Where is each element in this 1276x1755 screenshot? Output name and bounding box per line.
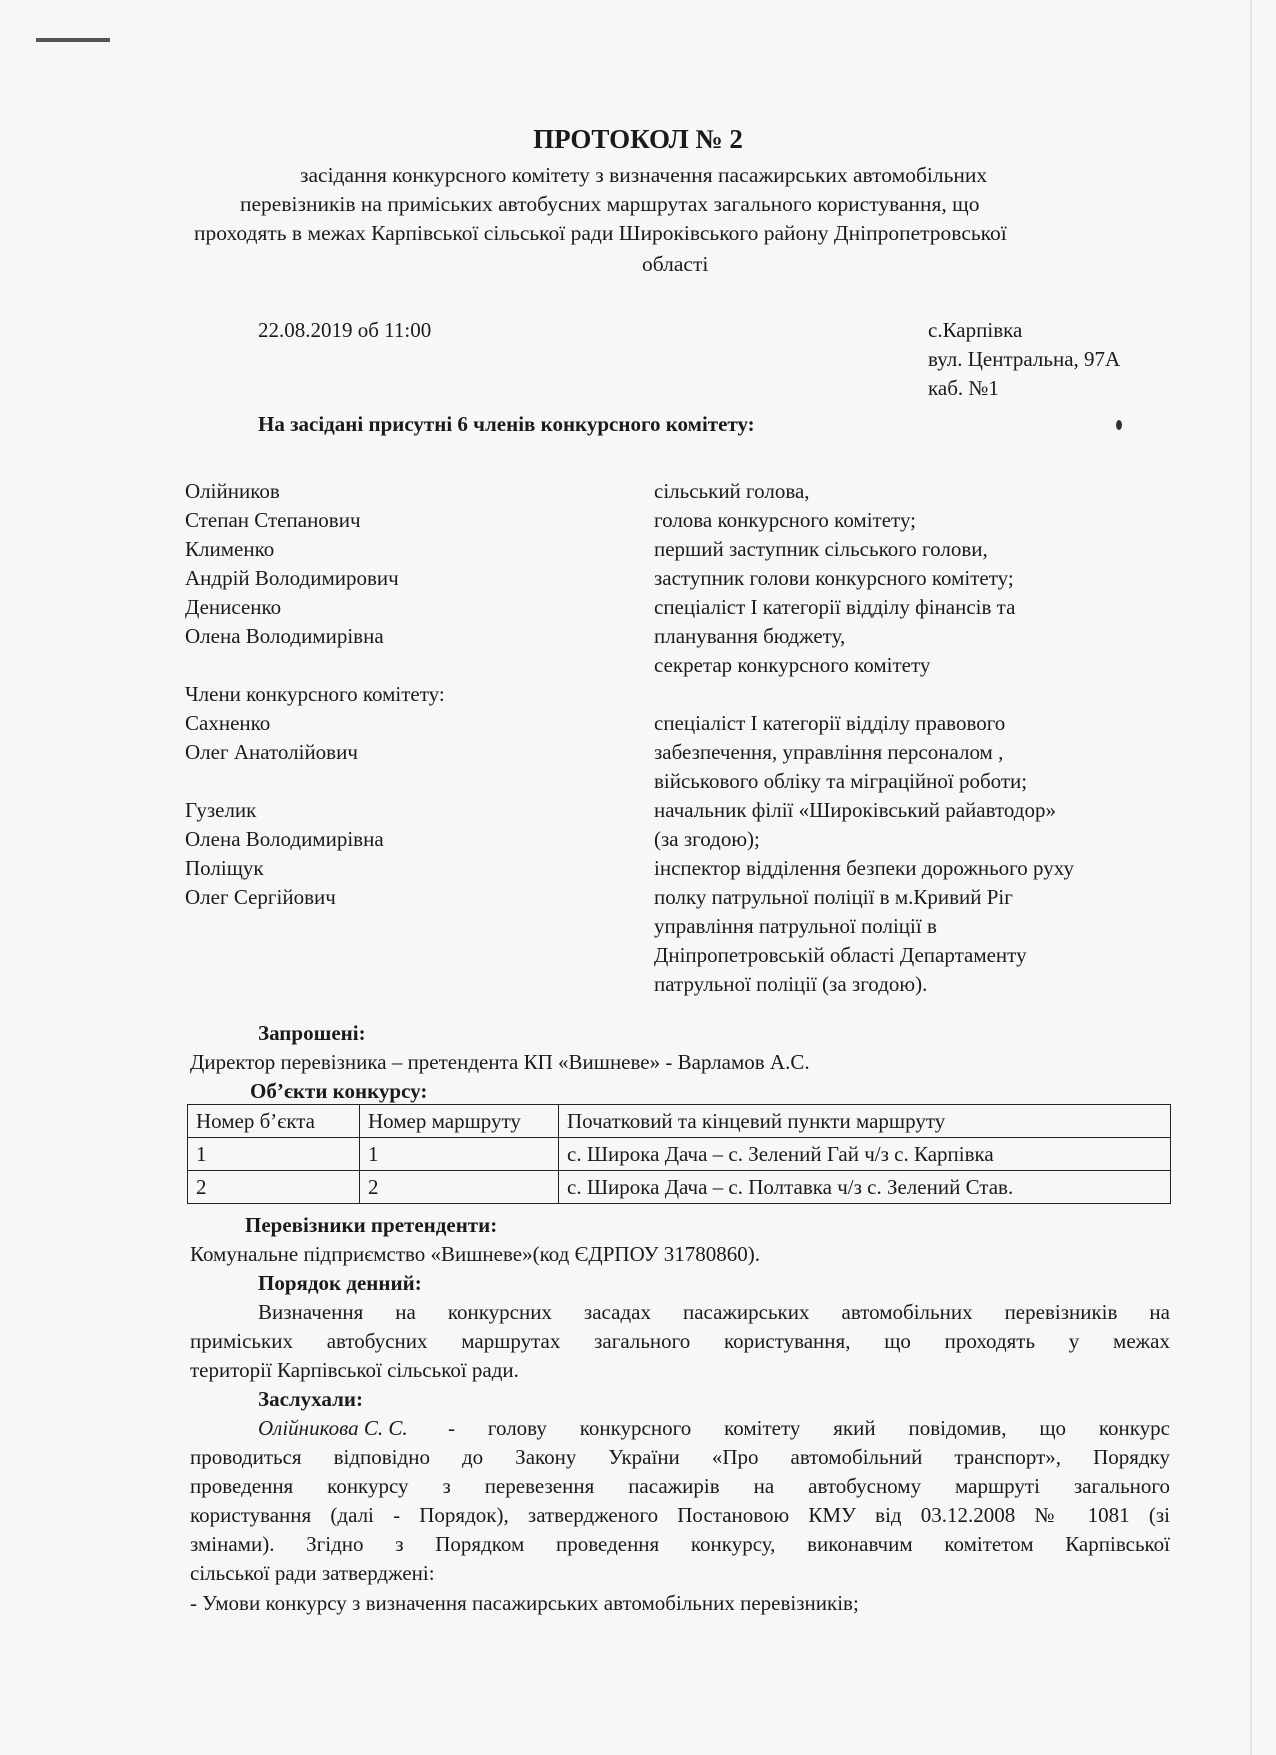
member-name-line: Степан Степанович: [185, 508, 361, 532]
table-cell: с. Широка Дача – с. Зелений Гай ч/з с. Карпівка: [559, 1138, 1171, 1171]
table-cell: 2: [188, 1171, 360, 1204]
member-role-line: патрульної поліції (за згодою).: [654, 972, 928, 996]
agenda-heading: Порядок денний:: [258, 1271, 422, 1295]
table-cell: с. Широка Дача – с. Полтавка ч/з с. Зелений Став.: [559, 1171, 1171, 1204]
member-role-line: перший заступник сільського голови,: [654, 537, 988, 561]
objects-heading: Об’єкти конкурсу:: [250, 1079, 428, 1103]
subtitle-line-3: проходять в межах Карпівської сільської ради Широківського району Дніпропетровської: [194, 221, 1007, 245]
invited-heading: Запрошені:: [258, 1021, 366, 1045]
objects-table: [187, 1104, 1171, 1204]
table-row: [188, 1171, 1171, 1204]
table-header-cell: Початковий та кінцевий пункти маршруту: [559, 1105, 1171, 1138]
address-line-1: с.Карпівка: [928, 318, 1023, 342]
member-name-line: Сахненко: [185, 711, 271, 735]
meeting-date-time: 22.08.2019 об 11:00: [258, 318, 432, 342]
member-name-line: Андрій Володимирович: [185, 566, 399, 590]
subtitle-line-4: області: [642, 252, 709, 276]
member-role-line: начальник філії «Широківський райавтодор»: [654, 798, 1056, 822]
table-row: [188, 1138, 1171, 1171]
scan-edge-shadow: [1250, 0, 1252, 1755]
present-heading: На засідані присутні 6 членів конкурсного комітету:: [258, 412, 755, 436]
heard-speaker-name: Олійникова С. С.: [258, 1416, 408, 1440]
table-cell: 1: [360, 1138, 559, 1171]
member-role-line: забезпечення, управління персоналом ,: [654, 740, 1004, 764]
heard-heading: Заслухали:: [258, 1387, 363, 1411]
carriers-heading: Перевізники претенденти:: [245, 1213, 498, 1237]
agenda-line-2: приміських автобусних маршрутах загального користування, що проходять у межах: [190, 1329, 1170, 1353]
heard-line-6: сільської ради затверджені:: [190, 1561, 435, 1585]
member-role-line: заступник голови конкурсного комітету;: [654, 566, 1014, 590]
member-name-line: Олена Володимирівна: [185, 624, 384, 648]
member-role-line: Дніпропетровській області Департаменту: [654, 943, 1027, 967]
address-line-2: вул. Центральна, 97А: [928, 347, 1121, 371]
heard-line-3: проведення конкурсу з перевезення пасажирів на автобусному маршруті загального: [190, 1474, 1170, 1498]
scan-speck: [1116, 420, 1122, 430]
address-line-3: каб. №1: [928, 376, 999, 400]
members-subheading: Члени конкурсного комітету:: [185, 682, 445, 706]
member-name-line: Денисенко: [185, 595, 282, 619]
scan-artifact-mark: [36, 38, 110, 42]
member-name-line: Олена Володимирівна: [185, 827, 384, 851]
member-role-line: управління патрульної поліції в: [654, 914, 937, 938]
agenda-line-1: Визначення на конкурсних засадах пасажирських автомобільних перевізників на: [258, 1300, 1170, 1324]
member-name-line: Олег Сергійович: [185, 885, 336, 909]
member-role-line: інспектор відділення безпеки дорожнього руху: [654, 856, 1074, 880]
heard-line-2: проводиться відповідно до Закону України «Про автомобільний транспорт», Порядку: [190, 1445, 1170, 1469]
agenda-line-3: території Карпівської сільської ради.: [190, 1358, 519, 1382]
subtitle-line-2: перевізників на приміських автобусних маршрутах загального користування, що: [240, 192, 980, 216]
table-header-row: [188, 1105, 1171, 1138]
member-role-line: голова конкурсного комітету;: [654, 508, 916, 532]
subtitle-line-1: засідання конкурсного комітету з визначення пасажирських автомобільних: [300, 163, 988, 187]
table-cell: 1: [188, 1138, 360, 1171]
member-name-line: Олег Анатолійович: [185, 740, 358, 764]
member-role-line: спеціаліст І категорії відділу правового: [654, 711, 1006, 735]
member-role-line: секретар конкурсного комітету: [654, 653, 931, 677]
member-name-line: Гузелик: [185, 798, 257, 822]
member-role-line: (за згодою);: [654, 827, 760, 851]
invited-text: Директор перевізника – претендента КП «Вишневе» - Варламов А.С.: [190, 1050, 810, 1074]
member-name-line: Клименко: [185, 537, 275, 561]
heard-line-4: користування (далі - Порядок), затвердженого Постановою КМУ від 03.12.2008 № 1081 (зі: [190, 1503, 1170, 1527]
table-cell: 2: [360, 1171, 559, 1204]
member-role-line: планування бюджету,: [654, 624, 846, 648]
member-role-line: спеціаліст І категорії відділу фінансів та: [654, 595, 1016, 619]
carriers-text: Комунальне підприємство «Вишневе»(код ЄДРПОУ 31780860).: [190, 1242, 760, 1266]
member-name-line: Олійников: [185, 479, 280, 503]
heard-line-1: - голову конкурсного комітету який повідомив, що конкурс: [448, 1416, 1170, 1440]
table-header-cell: Номер маршруту: [360, 1105, 559, 1138]
bullet-item: - Умови конкурсу з визначення пасажирських автомобільних перевізників;: [190, 1591, 859, 1615]
member-role-line: сільський голова,: [654, 479, 810, 503]
table-header-cell: Номер б’єкта: [188, 1105, 360, 1138]
member-role-line: полку патрульної поліції в м.Кривий Ріг: [654, 885, 1013, 909]
member-role-line: військового обліку та міграційної роботи;: [654, 769, 1028, 793]
heard-line-5: змінами). Згідно з Порядком проведення конкурсу, виконавчим комітетом Карпівської: [190, 1532, 1170, 1556]
protocol-title: ПРОТОКОЛ № 2: [533, 124, 743, 154]
member-name-line: Поліщук: [185, 856, 264, 880]
